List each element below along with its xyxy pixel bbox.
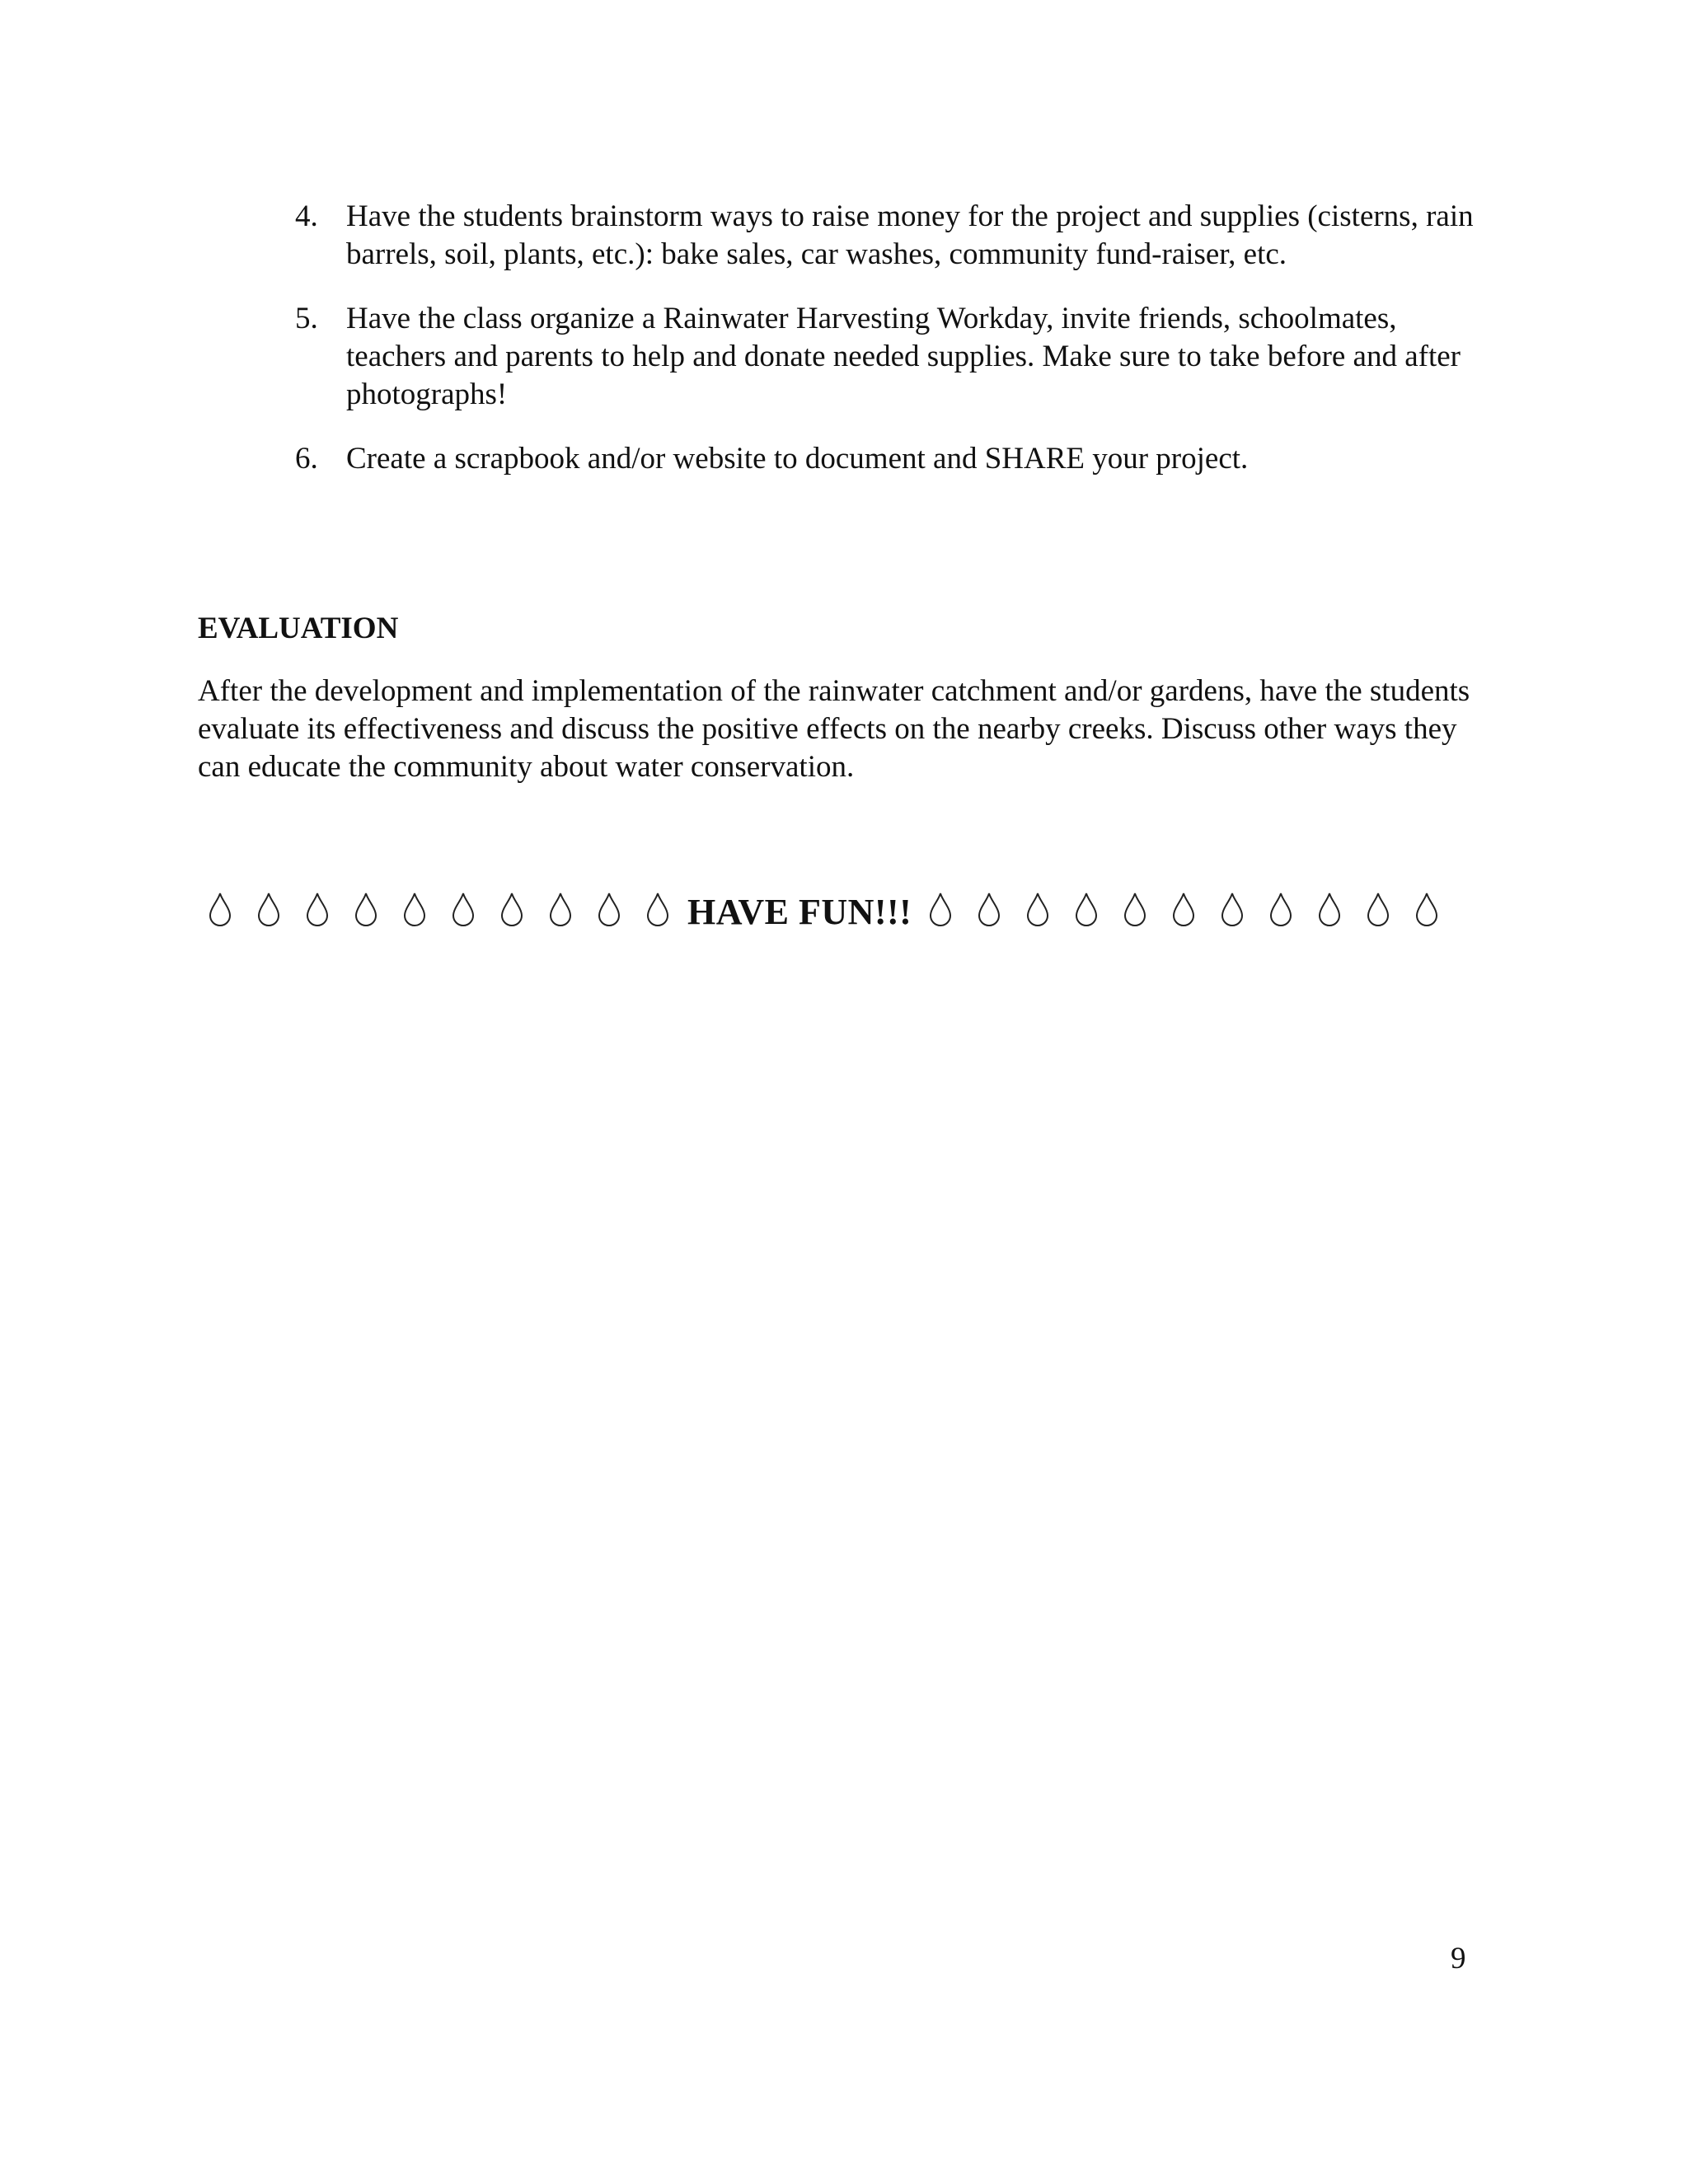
list-item <box>295 440 1482 478</box>
water-drop-icon <box>499 892 524 926</box>
list-item-number: 6. <box>295 442 318 476</box>
page-number: 9 <box>1451 1942 1466 1975</box>
water-drop-icon <box>1025 892 1050 926</box>
evaluation-paragraph: After the development and implementation of the rainwater catchment and/or gardens, have the students evaluate its effectiveness and discuss the positive effects on the nearby creeks. Discuss other ways they can educate the community about water conservation. <box>198 674 1470 784</box>
list-item <box>295 198 1482 274</box>
list-item-text: Have the class organize a Rainwater Harvesting Workday, invite friends, schoolmates, teachers and parents to help and donate needed supplies. Make sure to take before and after photographs! <box>346 302 1461 411</box>
water-drop-icon <box>1414 892 1439 926</box>
left-drop-row <box>198 892 682 926</box>
list-item <box>295 300 1482 414</box>
water-drop-icon <box>305 892 330 926</box>
water-drop-icon <box>1317 892 1342 926</box>
water-drop-icon <box>208 892 232 926</box>
list-item-text: Have the students brainstorm ways to raise money for the project and supplies (cisterns, rain barrels, soil, plants, etc.): bake sales, car washes, community fund-raiser, etc. <box>346 199 1474 271</box>
water-drop-icon <box>1366 892 1390 926</box>
water-drop-icon <box>977 892 1001 926</box>
list-item-number: 4. <box>295 199 318 233</box>
water-drop-icon <box>451 892 476 926</box>
water-drop-icon <box>597 892 621 926</box>
water-drop-icon <box>928 892 953 926</box>
water-drop-icon <box>548 892 573 926</box>
water-drop-icon <box>1268 892 1293 926</box>
water-drop-icon <box>354 892 378 926</box>
evaluation-heading: EVALUATION <box>198 612 399 645</box>
water-drop-icon <box>1074 892 1099 926</box>
list-item-number: 5. <box>295 302 318 335</box>
water-drop-icon <box>645 892 670 926</box>
water-drop-icon <box>1123 892 1147 926</box>
activity-steps-list <box>295 198 1482 504</box>
water-drop-icon <box>1171 892 1196 926</box>
have-fun-text: HAVE FUN!!! <box>687 892 912 932</box>
have-fun-banner <box>198 880 1484 938</box>
water-drop-icon <box>256 892 281 926</box>
list-item-text: Create a scrapbook and/or website to document and SHARE your project. <box>346 442 1249 476</box>
right-drop-row <box>917 892 1451 926</box>
water-drop-icon <box>1220 892 1245 926</box>
water-drop-icon <box>402 892 427 926</box>
